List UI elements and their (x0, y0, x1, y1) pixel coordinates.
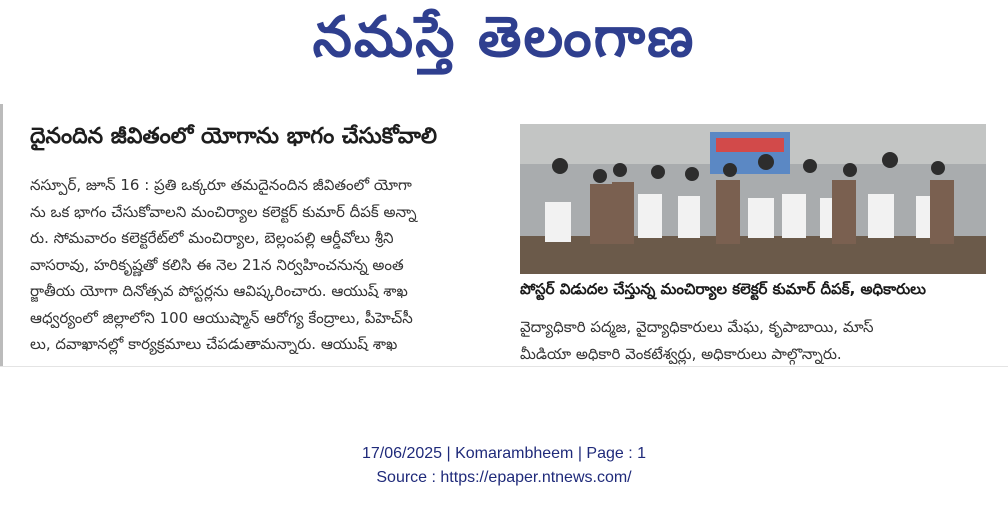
article-line: ర్జాతీయ యోగా దినోత్సవ పోస్టర్లను ఆవిష్కరించారు. ఆయుష్ శాఖ (30, 282, 408, 300)
article-line: లు, దవాఖానల్లో కార్యక్రమాలు చేపడుతామన్నారు. ఆయుష్ శాఖ (30, 335, 398, 353)
article-line: నస్పూర్, జూన్ 16 : ప్రతి ఒక్కరూ తమదైనందిన జీవితంలో యోగా (30, 176, 412, 194)
article-body (30, 172, 510, 358)
photo-caption-body (520, 314, 986, 368)
article-line: రు. సోమవారం కలెక్టరేట్‌లో మంచిర్యాల, బెల్లంపల్లి ఆర్డీవోలు శ్రీని (30, 229, 394, 247)
photo-illustration (520, 124, 986, 274)
source-link[interactable]: Source : https://epaper.ntnews.com/ (376, 469, 632, 486)
masthead (0, 2, 1008, 72)
caption-line: వైద్యాధికారి పద్మజ, వైద్యాధికారులు మేఘ, కృపాబాయి, మాస్ (520, 318, 874, 336)
article-headline: దైనందిన జీవితంలో యోగాను భాగం చేసుకోవాలి (30, 124, 438, 149)
article-line: ఆధ్వర్యంలో జిల్లాలోని 100 ఆయుష్మాన్ ఆరోగ్య కేంద్రాలు, పీహెచ్‌సీ (30, 308, 413, 327)
edition-info: 17/06/2025 | Komarambheem | Page : 1 (361, 445, 647, 462)
news-photo (520, 124, 986, 274)
article-line: వాసరావు, హరికృష్ణతో కలిసి ఈ నెల 21న నిర్వహించనున్న అంత (30, 255, 404, 274)
clipping-footer (0, 442, 1008, 490)
caption-line: మీడియా అధికారి వెంకటేశ్వర్లు, అధికారులు పాల్గొన్నారు. (520, 345, 842, 363)
photo-caption-title: పోస్టర్ విడుదల చేస్తున్న మంచిర్యాల కలెక్టర్ కుమార్ దీపక్, అధికారులు (520, 280, 926, 298)
article-line: ను ఒక భాగం చేసుకోవాలని మంచిర్యాల కలెక్టర్ కుమార్ దీపక్ అన్నా (30, 202, 417, 221)
newspaper-title: నమస్తే తెలంగాణ (312, 4, 696, 70)
clipping-left-border (0, 104, 3, 366)
